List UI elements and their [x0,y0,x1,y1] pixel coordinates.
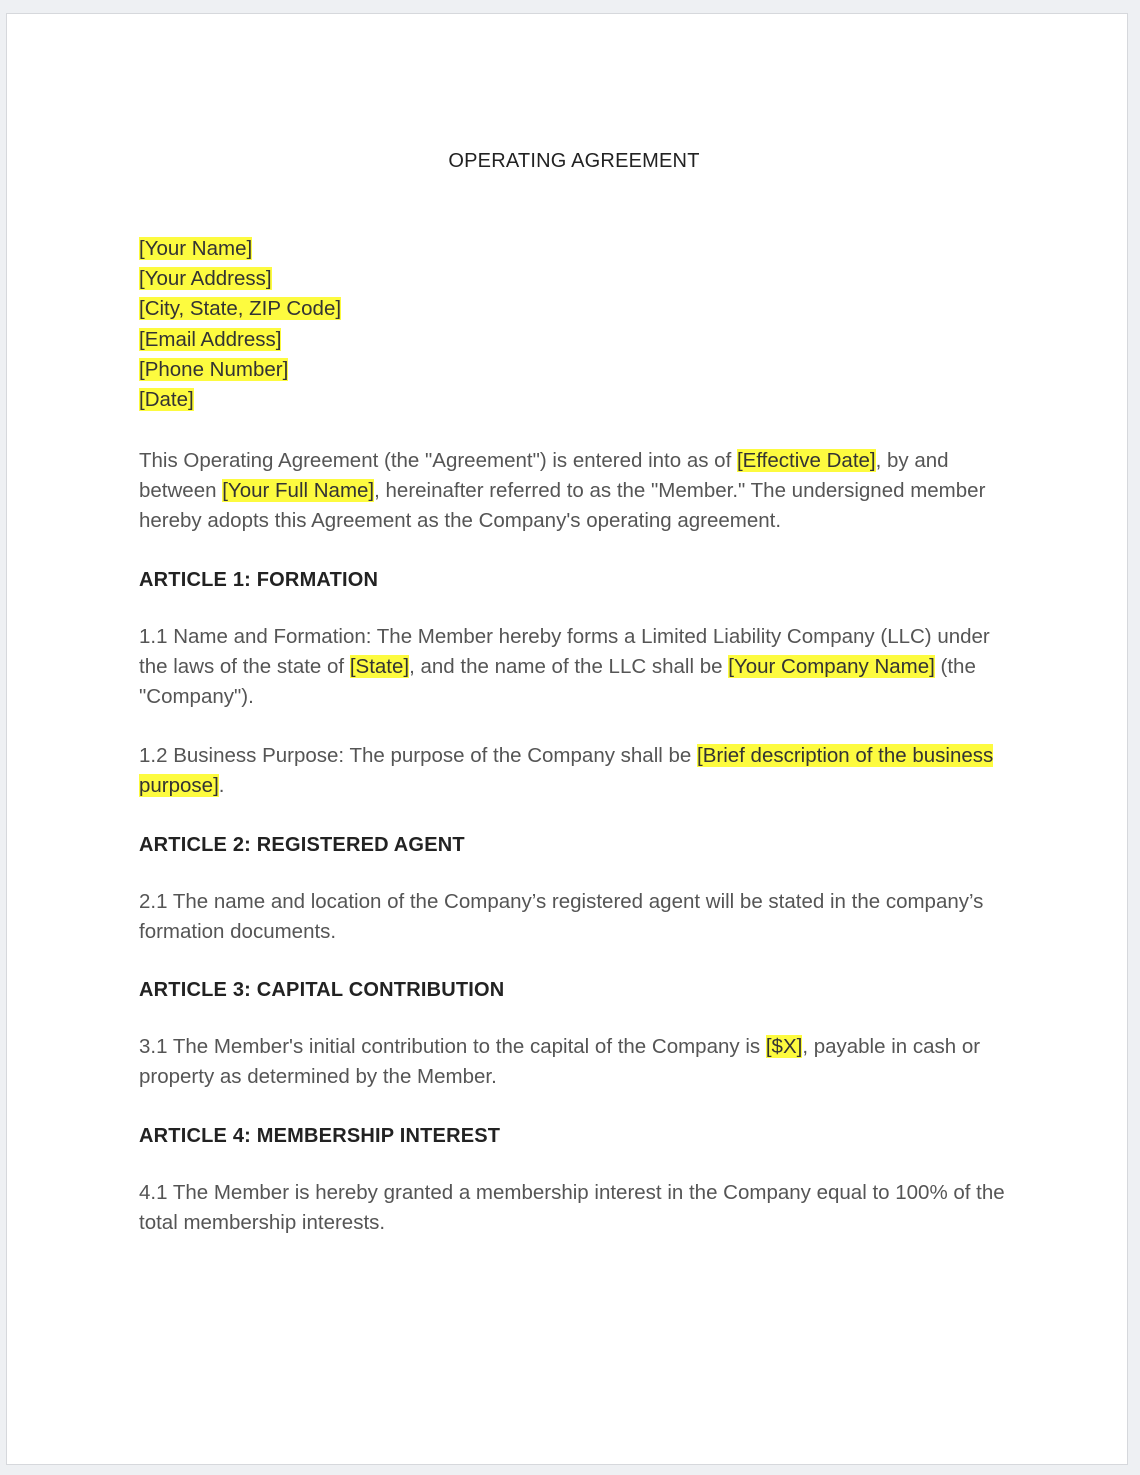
article-1-1-text-1: 1.1 Name and Formation: The Member hereby forms a Limited Liability Company (LLC) under the laws of the state of [139,625,990,679]
article-3-1-text-2: , payable in cash or property as determined by the Member. [139,1035,981,1089]
intro-text-2: , by and between [139,449,949,503]
article-4-heading: ARTICLE 4: MEMBERSHIP INTEREST [139,1125,501,1147]
article-1-1-paragraph [139,622,1009,713]
sender-address-placeholder: [Your Address] [139,267,272,291]
sender-phone-line [139,355,1009,385]
effective-date-placeholder: [Effective Date] [736,449,876,472]
article-3-1-text-1: 3.1 The Member's initial contribution to the capital of the Company is [139,1035,766,1058]
full-name-placeholder: [Your Full Name] [222,479,375,503]
article-1-1-text-3: (the "Company"). [139,655,976,709]
state-placeholder: [State] [349,655,410,679]
sender-address-line [139,264,1009,294]
article-1-2-text-1: 1.2 Business Purpose: The purpose of the Company shall be [139,744,698,767]
sender-phone-placeholder: [Phone Number] [139,357,289,381]
article-4-1-paragraph: 4.1 The Member is hereby granted a membership interest in the Company equal to 100% of the total membership interests. [139,1181,1005,1235]
sender-name-placeholder: [Your Name] [139,237,253,260]
intro-paragraph [139,446,1009,537]
company-name-placeholder: [Your Company Name] [728,655,935,679]
sender-date-line [139,385,1009,415]
article-2-heading: ARTICLE 2: REGISTERED AGENT [139,834,465,856]
article-1-1-text-2: , and the name of the LLC shall be [409,655,729,679]
sender-block [139,234,1009,415]
document-title: OPERATING AGREEMENT [448,150,700,172]
sender-email-placeholder: [Email Address] [139,327,282,351]
article-2-1-paragraph: 2.1 The name and location of the Company’s registered agent will be stated in the company’s formation documents. [139,890,984,944]
sender-email-line [139,325,1009,355]
article-3-1-paragraph [139,1032,1009,1092]
sender-date-placeholder: [Date] [139,387,194,411]
article-1-2-paragraph [139,741,1009,801]
amount-placeholder: [$X] [765,1035,803,1058]
document-page [6,13,1128,1465]
sender-city-line [139,294,1009,324]
sender-name-line [139,234,1009,264]
article-1-heading: ARTICLE 1: FORMATION [139,569,379,591]
article-3-heading: ARTICLE 3: CAPITAL CONTRIBUTION [139,979,505,1001]
business-purpose-placeholder: [Brief description of the business purpose] [139,744,994,798]
intro-text-1: This Operating Agreement (the "Agreement") is entered into as of [139,449,737,472]
sender-city-placeholder: [City, State, ZIP Code] [139,297,342,321]
article-1-2-text-2: . [218,774,225,798]
intro-text-3: , hereinafter referred to as the "Member." The undersigned member hereby adopts this Agreement as the Company's operating agreement. [139,479,986,533]
